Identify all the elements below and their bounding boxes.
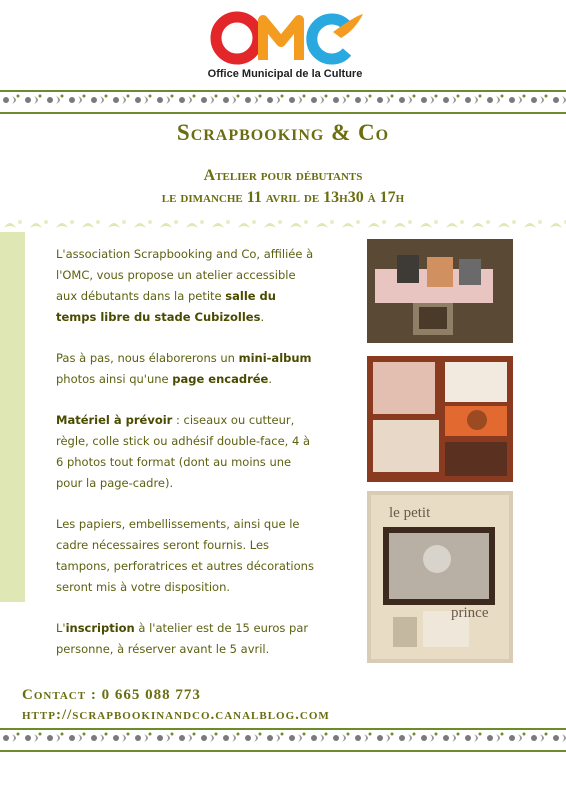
floral-pattern [0,92,566,112]
contact-url[interactable]: http://scrapbookinandco.canalblog.com [22,707,330,723]
photo-2-illustration [367,356,513,482]
paragraph-intro [56,244,318,328]
subtitle-line-2: le dimanche 11 avril de 13h30 à 17h [161,189,405,206]
paragraph-program [56,348,318,390]
omc-logo-letters [205,8,365,68]
photo-le-petit-prince [367,491,513,663]
mini-album-highlight: mini-album [238,351,312,365]
registration-prefix: L' [56,621,66,635]
photo-mini-album [367,239,513,343]
contact-phone: Contact : 0 665 088 773 [22,687,201,703]
decorative-band-middle [0,216,566,232]
venue-highlight: salle du temps libre du stade Cubizolles [56,289,276,324]
program-text: Pas à pas, nous élaborerons un [56,351,239,365]
photo-3-caption-bottom: prince [451,605,489,621]
subtitle-line-1: Atelier pour débutants [203,167,363,184]
description [56,244,318,680]
registration-text: à l'atelier est de 15 euros par personne, à réserver avant le 5 avril. [56,621,309,656]
contact-block [22,685,330,725]
photo-1-illustration [367,239,513,343]
materials-highlight: Matériel à prévoir [56,413,173,427]
paragraph-materials [56,410,318,494]
materials-text: : ciseaux ou cutteur, règle, colle stick ou adhésif double-face, 4 à 6 photos tout format (dont au moins une pour la page-cadre). [56,413,310,490]
paragraph-supplies: Les papiers, embellissements, ainsi que le cadre nécessaires seront fournis. Les tampons, perforatrices et autres décorations seront mis à votre disposition. [56,517,314,594]
omc-logo [205,8,365,80]
photo-layouts [367,356,513,482]
intro-end: . [260,310,265,324]
leaf-pattern [0,216,566,232]
page-highlight: page encadrée [172,372,269,386]
floral-pattern-bottom [0,730,566,750]
paragraph-registration [56,618,318,660]
program-end: . [268,372,272,386]
program-text-2: photos ainsi qu'une [56,372,173,386]
decorative-band-top [0,90,566,114]
logo-subtitle: Office Municipal de la Culture [207,68,363,80]
intro-text: L'association Scrapbooking and Co, affiliée à l'OMC, vous propose un atelier accessible aux débutants dans la petite [56,247,314,303]
registration-highlight: inscription [65,621,135,635]
left-accent-bar [0,232,25,602]
decorative-band-bottom [0,728,566,752]
photo-3-caption-top: le petit [389,505,431,521]
photo-3-illustration [367,491,513,663]
page-title: Scrapbooking & Co [176,120,390,145]
event-subtitle [0,165,566,209]
